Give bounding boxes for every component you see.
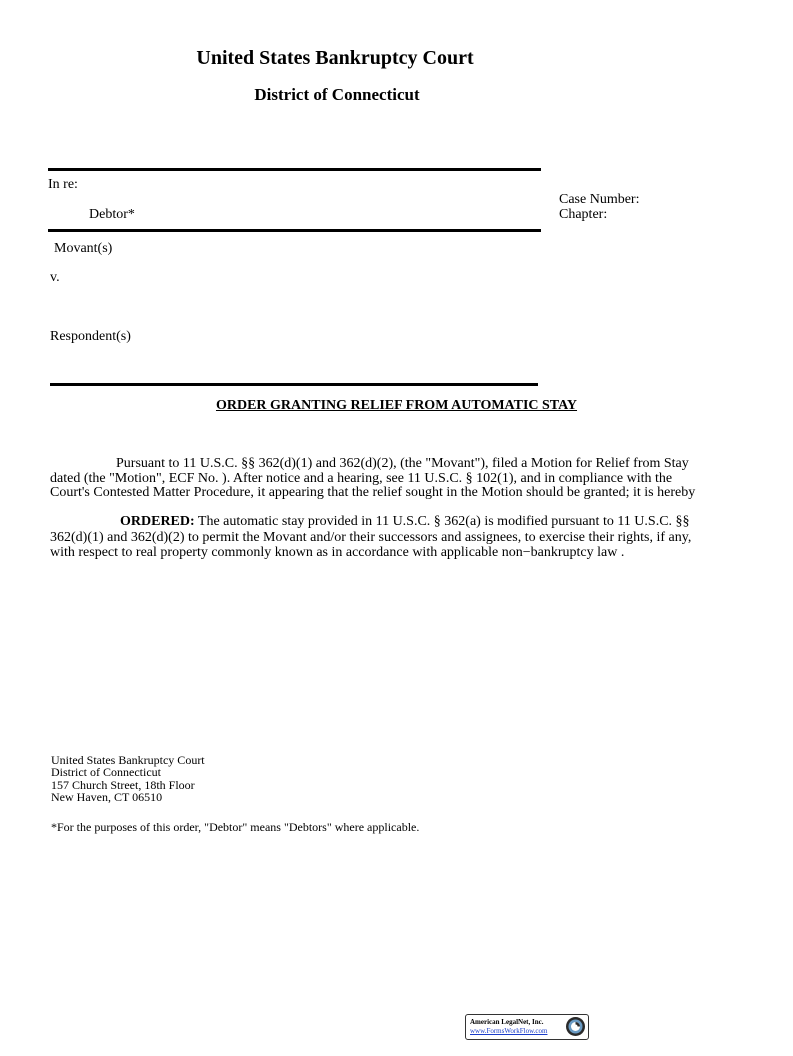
- debtor-label: Debtor*: [89, 207, 135, 222]
- address-line-4: New Haven, CT 06510: [51, 790, 163, 804]
- paragraph2-line1: [120, 514, 690, 530]
- district-title: District of Connecticut: [254, 85, 420, 104]
- in-re-label: In re:: [48, 177, 78, 192]
- caption-top-rule: [48, 168, 541, 171]
- chapter-label: Chapter:: [559, 207, 608, 222]
- respondent-label: Respondent(s): [50, 329, 131, 344]
- footnote: *For the purposes of this order, "Debtor" means "Debtors" where applicable.: [51, 820, 420, 834]
- caption-bottom-rule: [50, 383, 538, 386]
- ordered-label: ORDERED:: [120, 514, 195, 529]
- paragraph1-line3: Court's Contested Matter Procedure, it appearing that the relief sought in the Motion should be granted; it is hereby: [50, 485, 696, 500]
- paragraph2-line3: with respect to real property commonly known as in accordance with applicable non−bankruptcy law .: [50, 545, 625, 560]
- paragraph1-line1: Pursuant to 11 U.S.C. §§ 362(d)(1) and 362(d)(2), (the "Movant"), filed a Motion for Relief from Stay: [116, 456, 689, 471]
- vendor-link[interactable]: www.FormsWorkFlow.com: [470, 1027, 548, 1035]
- vendor-logo-icon: [565, 1016, 586, 1037]
- versus-label: v.: [50, 270, 60, 285]
- address-line-1: United States Bankruptcy Court: [51, 753, 205, 767]
- court-title: United States Bankruptcy Court: [196, 47, 474, 69]
- address-line-3: 157 Church Street, 18th Floor: [51, 778, 195, 792]
- movant-label: Movant(s): [54, 241, 113, 256]
- paragraph2-line2: 362(d)(1) and 362(d)(2) to permit the Movant and/or their successors and assignees, to exercise their rights, if any,: [50, 530, 692, 545]
- address-line-2: District of Connecticut: [51, 765, 161, 779]
- vendor-badge[interactable]: [465, 1014, 589, 1040]
- order-title: ORDER GRANTING RELIEF FROM AUTOMATIC STAY: [215, 398, 578, 413]
- paragraph1-line2: dated (the "Motion", ECF No. ). After notice and a hearing, see 11 U.S.C. § 102(1), and in compliance with the: [50, 471, 673, 486]
- vendor-name: American LegalNet, Inc.: [470, 1018, 544, 1026]
- caption-middle-rule: [48, 229, 541, 232]
- paragraph2-line1-text: The automatic stay provided in 11 U.S.C. § 362(a) is modified pursuant to 11 U.S.C. §§: [194, 514, 690, 529]
- case-number-label: Case Number:: [559, 192, 640, 207]
